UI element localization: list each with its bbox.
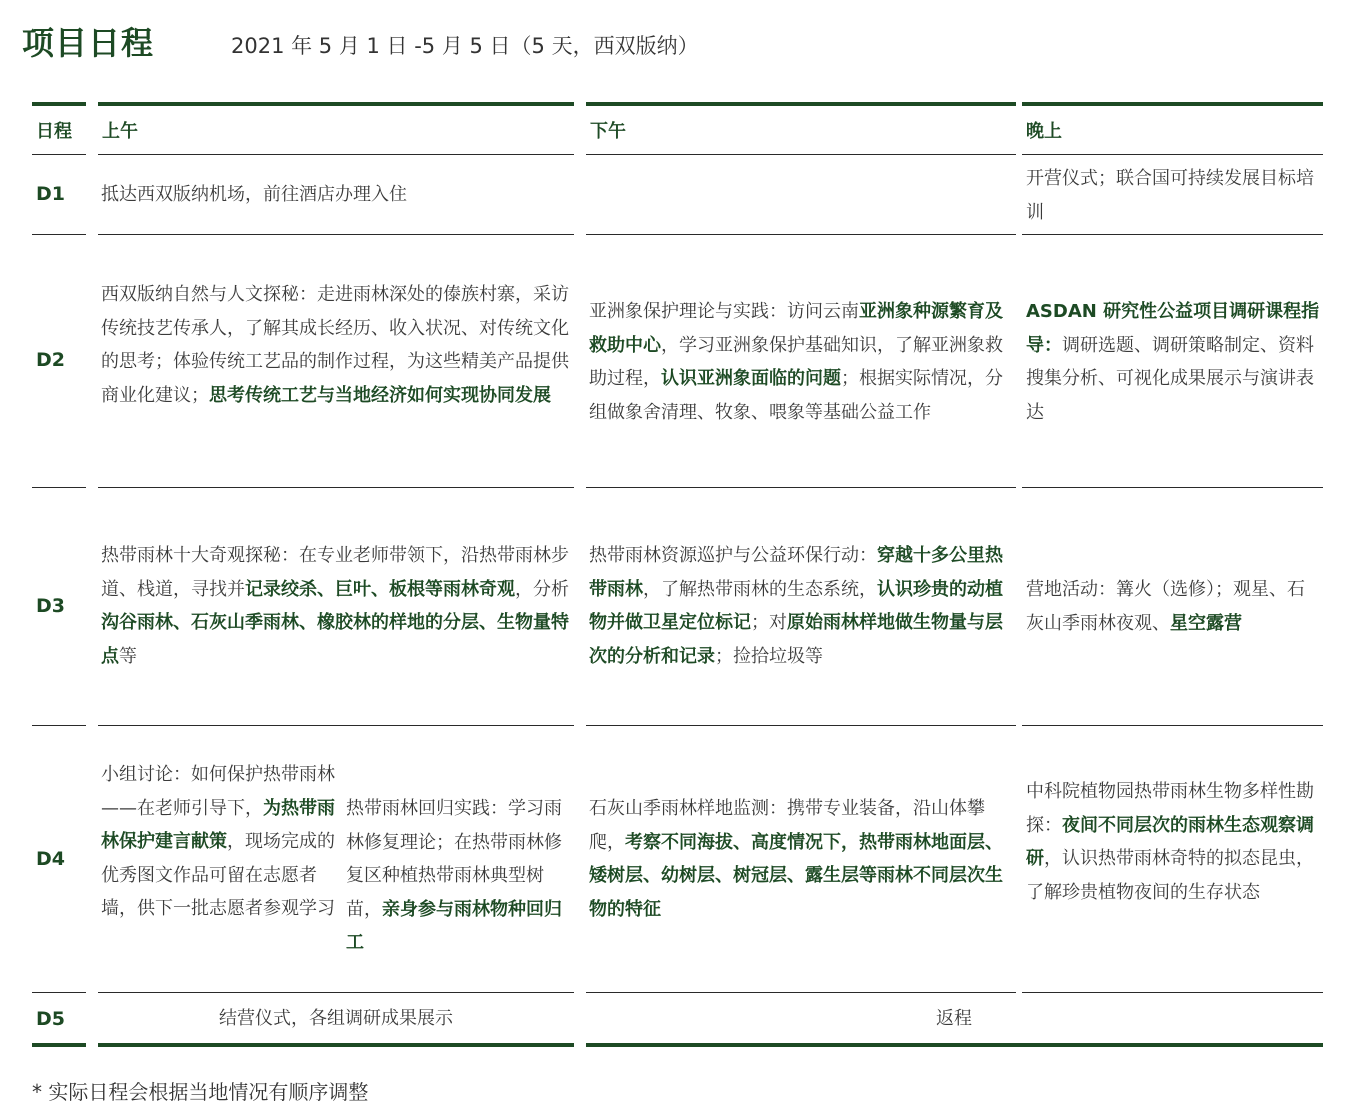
highlight-text: 沟谷雨林、石灰山季雨林、橡胶林的样地的分层、生物量特点 — [101, 612, 569, 667]
body-text: 石灰山季雨林样地监测：携带专业装备，沿山体攀爬， — [589, 798, 985, 853]
highlight-text: 考察不同海拔、高度情况下，热带雨林地面层、矮树层、幼树层、树冠层、露生层等雨林不同层次生物的特征 — [589, 831, 1003, 920]
highlight-text: 为热带雨林保护建言献策 — [101, 797, 335, 852]
day-label: D1 — [36, 183, 65, 205]
row-divider — [98, 154, 574, 155]
row-divider — [98, 725, 574, 726]
row-divider — [586, 234, 1016, 235]
d4-eve — [1026, 775, 1322, 909]
row-divider — [98, 487, 574, 488]
highlight-text: 认识亚洲象面临的问题 — [661, 368, 841, 389]
bottom-rule — [32, 1043, 86, 1047]
row-divider — [1022, 154, 1323, 155]
row-divider — [32, 234, 86, 235]
d2-eve — [1026, 295, 1322, 429]
body-text: ，现场完成的优秀图文作品可留在志愿者墙，供下一批志愿者参观学习 — [101, 831, 335, 919]
highlight-text: 亲身参与雨林物种回归工 — [346, 898, 562, 953]
highlight-text: 穿越十多公里热带雨林 — [589, 545, 1003, 600]
bottom-rule — [98, 1043, 574, 1047]
row-divider — [586, 725, 1016, 726]
footnote: * 实际日程会根据当地情况有顺序调整 — [32, 1080, 369, 1104]
body-text: 调研选题、调研策略制定、资料搜集分析、可视化成果展示与演讲表达 — [1026, 334, 1314, 423]
highlight-text: 认识珍贵的动植物并做卫星定位标记 — [589, 578, 1003, 633]
body-text: ；对 — [751, 612, 787, 633]
highlight-text: 亚洲象种源繁育及救助中心 — [589, 301, 1003, 356]
d1-am: 抵达西双版纳机场，前往酒店办理入住 — [101, 184, 407, 205]
row-divider — [32, 992, 86, 993]
body-text: 热带雨林资源巡护与公益环保行动： — [589, 545, 877, 566]
body-text: ；根据实际情况，分组做象舍清理、牧象、喂象等基础公益工作 — [589, 368, 1003, 423]
body-text: 中科院植物园热带雨林生物多样性勘探： — [1026, 781, 1314, 836]
body-text: ，认识热带雨林奇特的拟态昆虫，了解珍贵植物夜间的生存状态 — [1026, 848, 1314, 903]
body-text: 营地活动：篝火（选修）；观星、石灰山季雨林夜观、 — [1026, 579, 1305, 634]
header-day: 日程 — [36, 121, 72, 142]
body-text: 小组讨论：如何保护热带雨林——在老师引导下， — [101, 764, 335, 819]
row-divider — [32, 487, 86, 488]
d2-am — [101, 278, 573, 412]
body-text: 亚洲象保护理论与实践：访问云南 — [589, 301, 859, 322]
header-pm: 下午 — [590, 121, 626, 142]
row-divider — [1022, 725, 1323, 726]
d3-pm — [589, 539, 1014, 673]
row-divider — [32, 154, 86, 155]
d3-eve — [1026, 573, 1322, 640]
highlight-text: 夜间不同层次的雨林生态观察调研 — [1026, 814, 1314, 869]
d4-am-practice — [346, 792, 574, 960]
body-text: 西双版纳自然与人文探秘：走进雨林深处的傣族村寨，采访传统技艺传承人，了解其成长经历、收入状况、对传统文化的思考；体验传统工艺品的制作过程，为这些精美产品提供商业化建议； — [101, 284, 569, 406]
body-text: ；捡拾垃圾等 — [715, 645, 823, 667]
header-am: 上午 — [102, 121, 138, 142]
row-divider — [98, 234, 574, 235]
row-divider — [1022, 487, 1323, 488]
d4-pm — [589, 792, 1014, 926]
day-label: D4 — [36, 848, 65, 870]
d3-am — [101, 539, 573, 673]
d1-eve: 开营仪式；联合国可持续发展目标培训 — [1026, 168, 1314, 223]
highlight-text: 思考传统工艺与当地经济如何实现协同发展 — [209, 384, 551, 406]
top-rule — [1022, 102, 1323, 106]
d2-pm — [589, 295, 1014, 429]
highlight-text: ASDAN 研究性公益项目调研课程指导： — [1026, 301, 1320, 356]
body-text: 等 — [119, 645, 137, 667]
d5-pm: 返程 — [936, 1008, 972, 1029]
body-text: ，了解热带雨林的生态系统， — [643, 578, 877, 600]
row-divider — [98, 992, 574, 993]
row-divider — [586, 992, 1016, 993]
page-subtitle: 2021 年 5 月 1 日 -5 月 5 日（5 天，西双版纳） — [231, 34, 699, 58]
row-divider — [586, 487, 1016, 488]
top-rule — [32, 102, 86, 106]
body-text: ，学习亚洲象保护基础知识，了解亚洲象救助过程， — [589, 334, 1003, 389]
body-text: ，分析 — [515, 578, 569, 600]
highlight-text: 星空露营 — [1170, 612, 1242, 634]
d5-am: 结营仪式，各组调研成果展示 — [219, 1008, 453, 1029]
top-rule — [586, 102, 1016, 106]
row-divider — [1022, 234, 1323, 235]
body-text: 热带雨林十大奇观探秘：在专业老师带领下，沿热带雨林步道、栈道，寻找并 — [101, 545, 569, 600]
d4-am-discussion — [101, 758, 337, 926]
highlight-text: 原始雨林样地做生物量与层次的分析和记录 — [589, 612, 1003, 667]
body-text: 热带雨林回归实践：学习雨林修复理论；在热带雨林修复区种植热带雨林典型树苗， — [346, 798, 562, 920]
row-divider — [1022, 992, 1323, 993]
day-label: D5 — [36, 1008, 65, 1030]
highlight-text: 记录绞杀、巨叶、板根等雨林奇观 — [245, 578, 515, 600]
top-rule — [98, 102, 574, 106]
row-divider — [586, 154, 1016, 155]
row-divider — [32, 725, 86, 726]
day-label: D2 — [36, 349, 65, 371]
page-title: 项目日程 — [22, 24, 155, 62]
bottom-rule — [586, 1043, 1323, 1047]
header-eve: 晚上 — [1026, 121, 1062, 142]
day-label: D3 — [36, 595, 65, 617]
